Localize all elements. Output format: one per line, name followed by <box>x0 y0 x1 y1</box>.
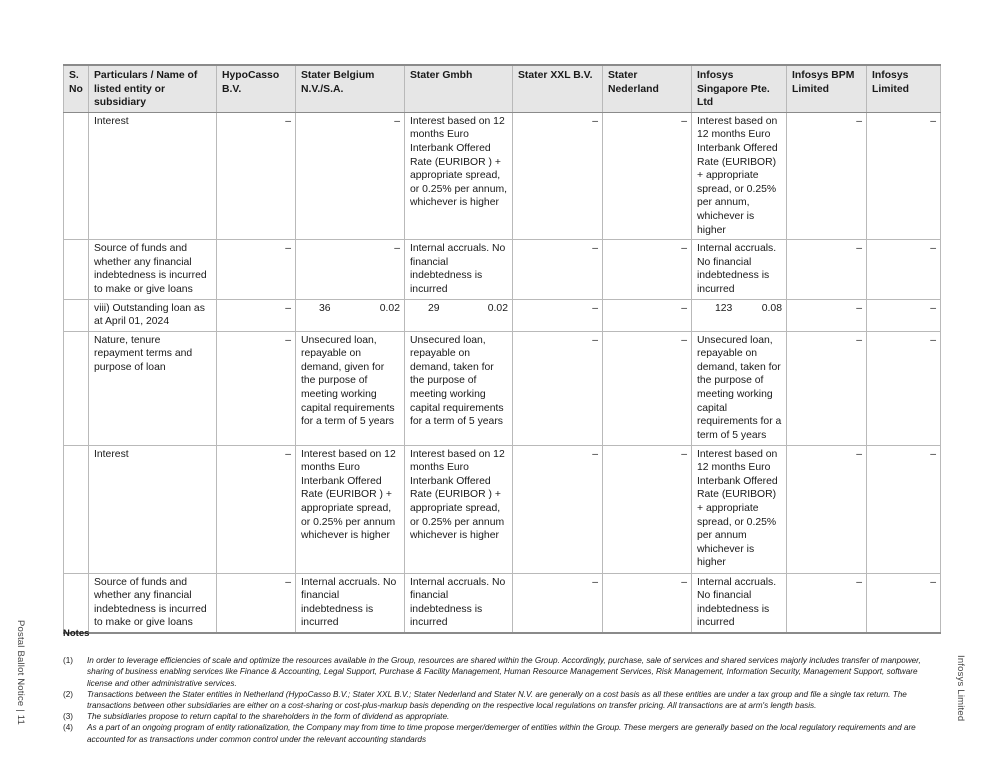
header-infosys-bpm: Infosys BPM Limited <box>787 65 867 112</box>
loan-amount-crore: 0.02 <box>487 302 508 314</box>
notes-section <box>63 628 943 745</box>
table-row <box>64 445 941 573</box>
stater-nederland-cell: – <box>603 445 692 573</box>
infosys-bpm-cell: – <box>787 240 867 299</box>
header-stater-nederland: Stater Nederland <box>603 65 692 112</box>
infosys-singapore-cell: Interest based on 12 months Euro Interbank Offered Rate (EURIBOR) + appropriate spread, or 0.25% per annum, whichever is higher <box>692 112 787 239</box>
note-number: (2) <box>63 689 74 699</box>
side-footer-left <box>15 620 40 725</box>
stater-xxl-cell: – <box>513 445 603 573</box>
header-stater-gmbh: Stater Gmbh <box>405 65 513 112</box>
stater-nederland-cell: – <box>603 240 692 299</box>
particular-cell: Interest <box>89 112 217 239</box>
infosys-limited-cell: – <box>867 331 941 445</box>
stater-belgium-cell <box>296 299 405 331</box>
note-item <box>63 689 943 711</box>
sno-cell <box>64 573 89 633</box>
table-row <box>64 331 941 445</box>
sno-cell <box>64 240 89 299</box>
infosys-bpm-cell: – <box>787 573 867 633</box>
note-number: (3) <box>63 712 74 722</box>
table-row <box>64 240 941 299</box>
table-row <box>64 573 941 633</box>
infosys-singapore-cell: Internal accruals. No financial indebtedness is incurred <box>692 240 787 299</box>
header-stater-belgium: Stater Belgium N.V./S.A. <box>296 65 405 112</box>
header-hypocasso: HypoCasso B.V. <box>217 65 296 112</box>
stater-xxl-cell: – <box>513 573 603 633</box>
infosys-singapore-cell: Unsecured loan, repayable on demand, taken for the purpose of meeting working capital requirements for a term of 5 years <box>692 331 787 445</box>
hypocasso-cell: – <box>217 445 296 573</box>
infosys-limited-cell: – <box>867 240 941 299</box>
sno-cell <box>64 445 89 573</box>
infosys-singapore-cell: Internal accruals. No financial indebtedness is incurred <box>692 573 787 633</box>
page-footer-label: Postal Ballot Notice | 11 <box>15 620 26 725</box>
particular-cell: Interest <box>89 445 217 573</box>
header-particulars: Particulars / Name of listed entity or subsidiary <box>89 65 217 112</box>
infosys-singapore-cell <box>692 299 787 331</box>
infosys-bpm-cell: – <box>787 112 867 239</box>
note-number: (1) <box>63 656 74 666</box>
header-sno: S. No <box>64 65 89 112</box>
header-infosys-singapore: Infosys Singapore Pte. Ltd <box>692 65 787 112</box>
particular-cell: viii) Outstanding loan as at April 01, 2024 <box>89 299 217 331</box>
hypocasso-cell: – <box>217 112 296 239</box>
infosys-singapore-cell: Interest based on 12 months Euro Interbank Offered Rate (EURIBOR) + appropriate spread, or 0.25% per annum whichever is higher <box>692 445 787 573</box>
stater-xxl-cell: – <box>513 331 603 445</box>
infosys-bpm-cell: – <box>787 445 867 573</box>
stater-gmbh-cell: Interest based on 12 months Euro Interbank Offered Rate (EURIBOR ) + appropriate spread, or 0.25% per annum, whichever is higher <box>405 112 513 239</box>
loan-amount-crore: 0.08 <box>761 302 782 314</box>
stater-belgium-cell: – <box>296 112 405 239</box>
stater-gmbh-cell: Internal accruals. No financial indebtedness is incurred <box>405 573 513 633</box>
stater-gmbh-cell: Internal accruals. No financial indebtedness is incurred <box>405 240 513 299</box>
infosys-limited-cell: – <box>867 573 941 633</box>
infosys-limited-cell: – <box>867 112 941 239</box>
stater-nederland-cell: – <box>603 573 692 633</box>
stater-belgium-cell: Unsecured loan, repayable on demand, given for the purpose of meeting working capital requirements for a term of 5 years <box>296 331 405 445</box>
stater-xxl-cell: – <box>513 299 603 331</box>
loan-amount-crore: 0.02 <box>379 302 400 314</box>
note-text: In order to leverage efficiencies of scale and optimize the resources available in the Group, resources are shared within the Group. Accordingly, purchase, sale of services and shared services majorly includes transfer of manpower, sharing of business enabling services like Finance & Accounting, Legal Support, Purchase & Facility Management, Human Resource Management Services, Risk Management, Information Security, Management Support, software license and other administrative services. <box>87 656 921 688</box>
hypocasso-cell: – <box>217 240 296 299</box>
table-header-row <box>64 65 941 112</box>
loan-amount: 29 <box>428 302 440 314</box>
sno-cell <box>64 112 89 239</box>
stater-gmbh-cell: Interest based on 12 months Euro Interbank Offered Rate (EURIBOR ) + appropriate spread, or 0.25% per annum whichever is higher <box>405 445 513 573</box>
stater-belgium-cell: Interest based on 12 months Euro Interbank Offered Rate (EURIBOR ) + appropriate spread, or 0.25% per annum whichever is higher <box>296 445 405 573</box>
note-item <box>63 655 943 689</box>
loan-amount: 36 <box>319 302 331 314</box>
table-row <box>64 299 941 331</box>
particular-cell: Source of funds and whether any financial indebtedness is incurred to make or give loans <box>89 573 217 633</box>
stater-gmbh-cell <box>405 299 513 331</box>
company-label: Infosys Limited <box>955 655 966 722</box>
hypocasso-cell: – <box>217 331 296 445</box>
header-infosys-limited: Infosys Limited <box>867 65 941 112</box>
note-item <box>63 711 943 722</box>
note-number: (4) <box>63 723 74 733</box>
loan-amount: 123 <box>715 302 733 314</box>
infosys-bpm-cell: – <box>787 331 867 445</box>
stater-nederland-cell: – <box>603 331 692 445</box>
side-footer-right <box>955 655 980 725</box>
note-text: The subsidiaries propose to return capital to the shareholders in the form of dividend as appropriate. <box>87 712 450 722</box>
infosys-limited-cell: – <box>867 299 941 331</box>
header-stater-xxl: Stater XXL B.V. <box>513 65 603 112</box>
stater-belgium-cell: Internal accruals. No financial indebtedness is incurred <box>296 573 405 633</box>
stater-nederland-cell: – <box>603 299 692 331</box>
notes-title: Notes <box>63 628 90 639</box>
stater-xxl-cell: – <box>513 112 603 239</box>
sno-cell <box>64 299 89 331</box>
stater-belgium-cell: – <box>296 240 405 299</box>
stater-nederland-cell: – <box>603 112 692 239</box>
stater-gmbh-cell: Unsecured loan, repayable on demand, taken for the purpose of meeting working capital requirements for a term of 5 years <box>405 331 513 445</box>
table-row <box>64 112 941 239</box>
hypocasso-cell: – <box>217 573 296 633</box>
particular-cell: Nature, tenure repayment terms and purpose of loan <box>89 331 217 445</box>
sno-cell <box>64 331 89 445</box>
infosys-bpm-cell: – <box>787 299 867 331</box>
note-item <box>63 722 943 744</box>
particular-cell: Source of funds and whether any financial indebtedness is incurred to make or give loans <box>89 240 217 299</box>
stater-xxl-cell: – <box>513 240 603 299</box>
note-text: Transactions between the Stater entities in Netherland (HypoCasso B.V.; Stater XXL B.V.; Stater Nederland and Stater N.V. are generally on a cost basis as all these entities are under a tax group and file a single tax return. The transactions between other subsidiaries are either on a cost-sharing or cost-plus-markup basis depending on the respective local regulations on transfer pricing. All transactions are at arm's length basis. <box>87 689 907 711</box>
infosys-limited-cell: – <box>867 445 941 573</box>
related-party-loans-table <box>63 64 941 634</box>
hypocasso-cell: – <box>217 299 296 331</box>
note-text: As a part of an ongoing program of entity rationalization, the Company may from time to time propose merger/demerger of entities within the Group. These mergers are generally based on the local regulatory requirements and are accounted for as transactions under common control under the relevant accounting standards <box>87 723 916 744</box>
